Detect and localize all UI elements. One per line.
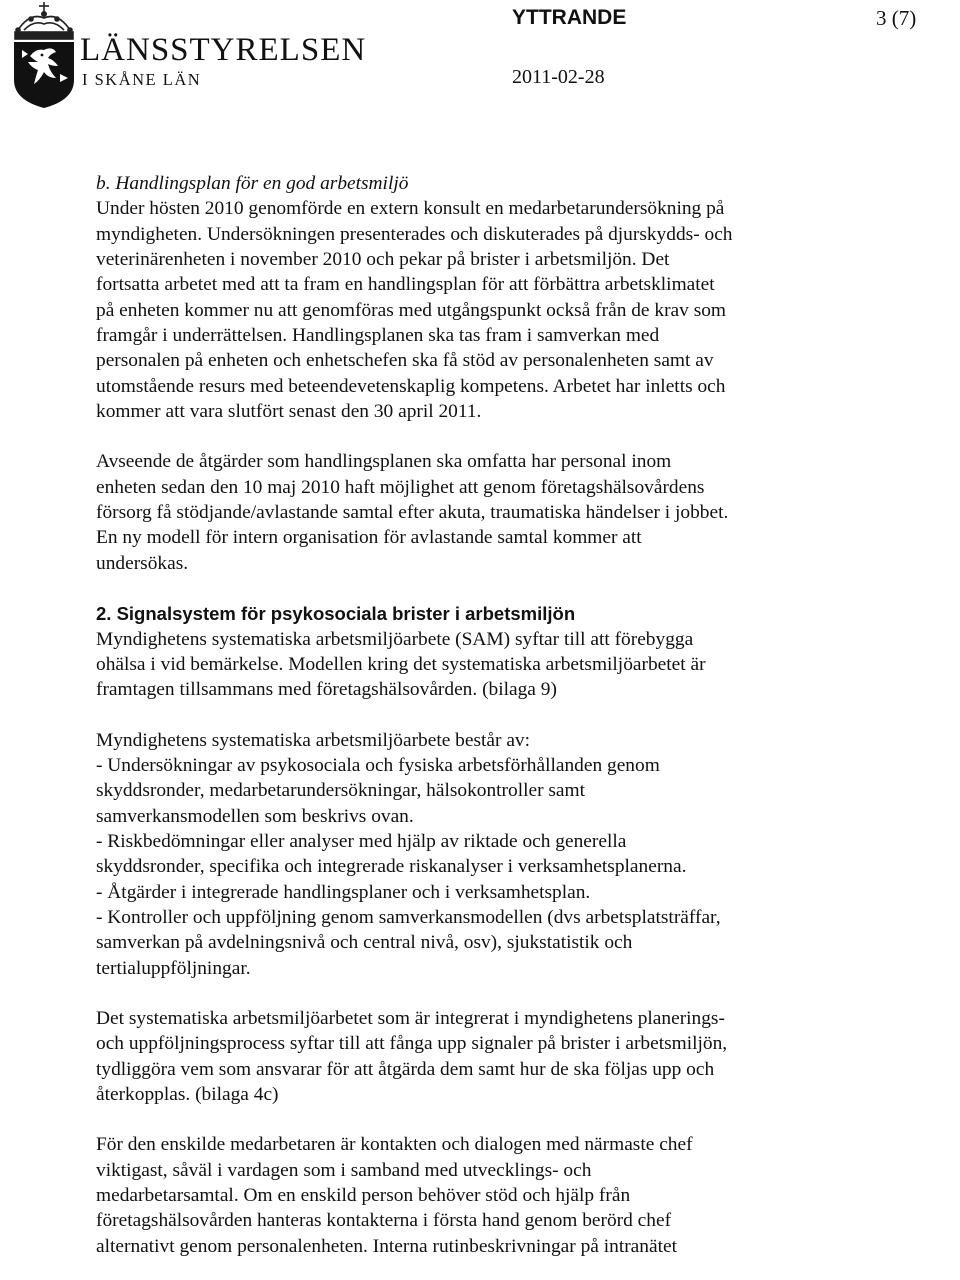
text-line: försorg få stödjande/avlastande samtal efter akuta, traumatiska händelser i jobbet. <box>96 502 729 524</box>
text-line: Myndighetens systematiska arbetsmiljöarbete består av: <box>96 729 531 751</box>
text-line: Avseende de åtgärder som handlingsplanen ska omfatta har personal inom <box>96 451 672 473</box>
text-line: framtagen tillsammans med företagshälsovården. (bilaga 9) <box>96 679 557 701</box>
paragraph-gap <box>96 1107 926 1132</box>
list-item-line: - Kontroller och uppföljning genom samverkansmodellen (dvs arbetsplatsträffar, <box>96 906 721 928</box>
page-number: 3 (7) <box>876 6 917 30</box>
text-line: och uppföljningsprocess syftar till att fånga upp signaler på brister i arbetsmiljön, <box>96 1033 728 1055</box>
text-line: viktigast, såväl i vardagen som i samband med utvecklings- och <box>96 1159 592 1181</box>
document-date: 2011-02-28 <box>512 66 605 88</box>
list-item-line: samverkansmodellen som beskrivs ovan. <box>96 805 414 827</box>
paragraph-gap <box>96 703 926 728</box>
text-line: undersökas. <box>96 552 189 574</box>
text-line: enheten sedan den 10 maj 2010 haft möjlighet att genom företagshälsovårdens <box>96 476 705 498</box>
text-line: medarbetarsamtal. Om en enskild person behöver stöd och hjälp från <box>96 1185 631 1207</box>
paragraph-gap <box>96 424 926 449</box>
text-line: fortsatta arbetet med att ta fram en handlingsplan för att förbättra arbetsklimatet <box>96 274 715 296</box>
text-line: För den enskilde medarbetaren är kontakten och dialogen med närmaste chef <box>96 1134 693 1156</box>
text-line: företagshälsovården hanteras kontakterna i första hand genom berörd chef <box>96 1210 672 1232</box>
list-item-line: skyddsronder, specifika och integrerade riskanalyser i verksamhetsplanerna. <box>96 856 687 878</box>
section-2-title: 2. Signalsystem för psykosociala brister i arbetsmiljön <box>96 603 576 625</box>
text-line: återkopplas. (bilaga 4c) <box>96 1084 279 1105</box>
text-line: på enheten kommer nu att genomföras med utgångspunkt också från de krav som <box>96 299 727 321</box>
text-line: kommer att vara slutfört senast den 30 april 2011. <box>96 401 482 423</box>
document-body <box>96 171 926 1259</box>
organization-subtitle: I SKÅNE LÄN <box>82 70 202 89</box>
text-line: Det systematiska arbetsmiljöarbetet som är integrerat i myndighetens planerings- <box>96 1007 725 1029</box>
text-line: personalen på enheten och enhetschefen ska få stöd av personalenheten samt av <box>96 350 714 372</box>
text-line: Myndighetens systematiska arbetsmiljöarbete (SAM) syftar till att förebygga <box>96 628 694 650</box>
text-line: Under hösten 2010 genomförde en extern konsult en medarbetarundersökning på <box>96 198 725 220</box>
document-type: YTTRANDE <box>512 6 627 29</box>
list-item-line: - Åtgärder i integrerade handlingsplaner och i verksamhetsplan. <box>96 881 591 903</box>
list-item-line: skyddsronder, medarbetarundersökningar, hälsokontroller samt <box>96 780 586 802</box>
text-line: En ny modell för intern organisation för avlastande samtal kommer att <box>96 527 642 549</box>
text-line: alternativt genom personalenheten. Interna rutinbeskrivningar på intranätet <box>96 1235 677 1257</box>
organization-name: LÄNSSTYRELSEN <box>80 32 367 68</box>
paragraph-gap <box>96 981 926 1006</box>
text-line: tydliggöra vem som ansvarar för att åtgärda dem samt hur de ska följas upp och <box>96 1058 715 1080</box>
list-item-line: tertialuppföljningar. <box>96 957 251 979</box>
list-item-line: - Undersökningar av psykosociala och fysiska arbetsförhållanden genom <box>96 754 660 776</box>
text-line: veterinärenheten i november 2010 och pekar på brister i arbetsmiljön. Det <box>96 249 670 271</box>
text-line: ohälsa i vid bemärkelse. Modellen kring det systematiska arbetsmiljöarbetet är <box>96 653 706 675</box>
text-line: framgår i underrättelsen. Handlingsplanen ska tas fram i samverkan med <box>96 325 660 347</box>
list-item-line: - Riskbedömningar eller analyser med hjälp av riktade och generella <box>96 830 627 852</box>
text-line: myndigheten. Undersökningen presenterades och diskuterades på djurskydds- och <box>96 223 733 245</box>
text-line: utomstående resurs med beteendevetenskaplig kompetens. Arbetet har inletts och <box>96 375 726 397</box>
page-header <box>0 0 960 110</box>
list-item-line: samverkan på avdelningsnivå och central nivå, osv), sjukstatistik och <box>96 932 633 954</box>
subsection-b-title: b. Handlingsplan för en god arbetsmiljö <box>96 173 409 194</box>
paragraph-gap <box>96 576 926 601</box>
